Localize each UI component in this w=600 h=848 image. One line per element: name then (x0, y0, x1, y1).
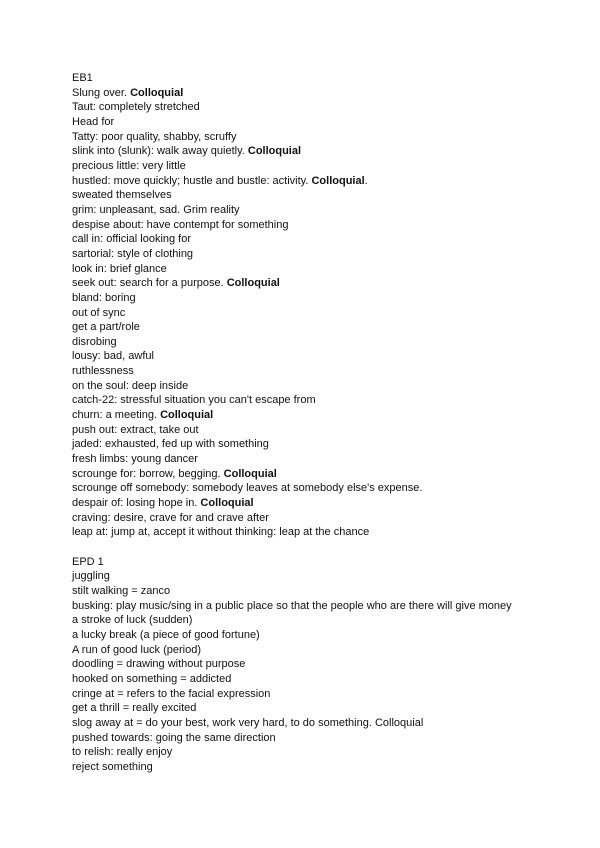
vocabulary-entry (72, 349, 572, 364)
vocabulary-entry (72, 511, 572, 526)
entry-text: disrobing (72, 335, 117, 348)
entry-text: on the soul: deep inside (72, 379, 189, 392)
vocabulary-entry (72, 291, 572, 306)
entry-text: slog away at = do your best, work very hard, to do something. Colloquial (72, 716, 424, 729)
register-label: Colloquial (311, 174, 365, 187)
entry-text: Head for (72, 115, 115, 128)
entry-text: ruthlessness (72, 365, 134, 378)
vocabulary-entry (72, 701, 572, 716)
vocabulary-entry (72, 437, 572, 452)
vocabulary-entry (72, 716, 572, 731)
section-spacer (72, 540, 572, 555)
entry-suffix: . (364, 174, 368, 187)
vocabulary-entry (72, 408, 572, 423)
entry-text: grim: unpleasant, sad. Grim reality (72, 203, 240, 216)
vocabulary-entry (72, 203, 572, 218)
vocabulary-entry (72, 481, 572, 496)
vocabulary-entry (72, 423, 572, 438)
section-title: EPD 1 (72, 555, 104, 568)
entry-text: reject something (72, 760, 153, 773)
vocabulary-entry (72, 745, 572, 760)
entry-text: pushed towards: going the same direction (72, 731, 276, 744)
vocabulary-entry (72, 262, 572, 277)
entry-text: slink into (slunk): walk away quietly. (72, 145, 248, 158)
entry-text: scrounge for: borrow, begging. (72, 467, 224, 480)
document-page (72, 71, 572, 774)
entry-text: despair of: losing hope in. (72, 497, 201, 510)
entry-text: sweated themselves (72, 189, 172, 202)
entry-text: doodling = drawing without purpose (72, 658, 246, 671)
entry-text: sartorial: style of clothing (72, 247, 194, 260)
entry-text: jaded: exhausted, fed up with something (72, 438, 269, 451)
register-label: Colloquial (226, 277, 280, 290)
vocabulary-entry (72, 218, 572, 233)
vocabulary-entry (72, 159, 572, 174)
vocabulary-entry (72, 496, 572, 511)
vocabulary-entry (72, 687, 572, 702)
vocabulary-entry (72, 232, 572, 247)
entry-text: a lucky break (a piece of good fortune) (72, 628, 260, 641)
vocabulary-entry (72, 306, 572, 321)
vocabulary-entry (72, 144, 572, 159)
entry-text: hustled: move quickly; hustle and bustle: activity. (72, 174, 312, 187)
vocabulary-entry (72, 174, 572, 189)
entry-text: precious little: very little (72, 159, 186, 172)
vocabulary-entry (72, 584, 572, 599)
entry-text: look in: brief glance (72, 262, 167, 275)
entry-text: fresh limbs: young dancer (72, 453, 198, 466)
entry-text: A run of good luck (period) (72, 643, 202, 656)
vocabulary-entry (72, 643, 572, 658)
vocabulary-entry (72, 247, 572, 262)
register-label: Colloquial (247, 145, 302, 158)
vocabulary-entry (72, 393, 572, 408)
vocabulary-entry (72, 364, 572, 379)
entry-text: churn: a meeting. (72, 409, 161, 422)
entry-text: call in: official looking for (72, 233, 192, 246)
vocabulary-entry (72, 100, 572, 115)
entry-text: Tatty: poor quality, shabby, scruffy (72, 130, 237, 143)
entry-text: Taut: completely stretched (72, 101, 200, 114)
entry-text: seek out: search for a purpose. (72, 277, 227, 290)
entry-text: craving: desire, crave for and crave after (72, 511, 269, 524)
vocabulary-entry (72, 599, 572, 614)
section-title: EB1 (72, 72, 93, 84)
entry-text: a stroke of luck (sudden) (72, 614, 193, 627)
register-label: Colloquial (160, 409, 214, 422)
vocabulary-entry (72, 467, 572, 482)
vocabulary-entry (72, 130, 572, 145)
vocabulary-entry (72, 569, 572, 584)
entry-text: Slung over. (72, 86, 131, 99)
register-label: Colloquial (200, 497, 254, 510)
vocabulary-entry (72, 628, 572, 643)
vocabulary-entry (72, 335, 572, 350)
vocabulary-entry (72, 613, 572, 628)
vocabulary-entry (72, 760, 572, 775)
vocabulary-entry (72, 320, 572, 335)
vocabulary-entry (72, 188, 572, 203)
vocabulary-entry (72, 657, 572, 672)
entry-text: despise about: have contempt for something (72, 218, 289, 231)
entry-text: stilt walking = zanco (72, 584, 171, 597)
vocabulary-entry (72, 452, 572, 467)
vocabulary-entry (72, 731, 572, 746)
vocabulary-entry (72, 672, 572, 687)
entry-text: catch-22: stressful situation you can't escape from (72, 394, 316, 407)
entry-text: juggling (72, 570, 110, 583)
register-label: Colloquial (130, 86, 184, 99)
vocabulary-entry (72, 115, 572, 130)
vocabulary-entry (72, 379, 572, 394)
entry-text: to relish: really enjoy (72, 746, 173, 759)
entry-text: push out: extract, take out (72, 423, 199, 436)
entry-text: scrounge off somebody: somebody leaves at somebody else's expense. (72, 482, 423, 495)
entry-text: cringe at = refers to the facial expression (72, 687, 271, 700)
entry-text: out of sync (72, 306, 126, 319)
entry-text: leap at: jump at, accept it without thinking: leap at the chance (72, 526, 370, 539)
register-label: Colloquial (223, 467, 277, 480)
vocabulary-entry (72, 276, 572, 291)
entry-text: hooked on something = addicted (72, 672, 232, 685)
vocabulary-entry (72, 86, 572, 101)
entry-text: bland: boring (72, 291, 136, 304)
vocabulary-entry (72, 525, 572, 540)
entry-text: get a thrill = really excited (72, 702, 197, 715)
entry-text: lousy: bad, awful (72, 350, 154, 363)
entry-text: busking: play music/sing in a public place so that the people who are there will give money (72, 599, 512, 612)
entry-text: get a part/role (72, 321, 140, 334)
